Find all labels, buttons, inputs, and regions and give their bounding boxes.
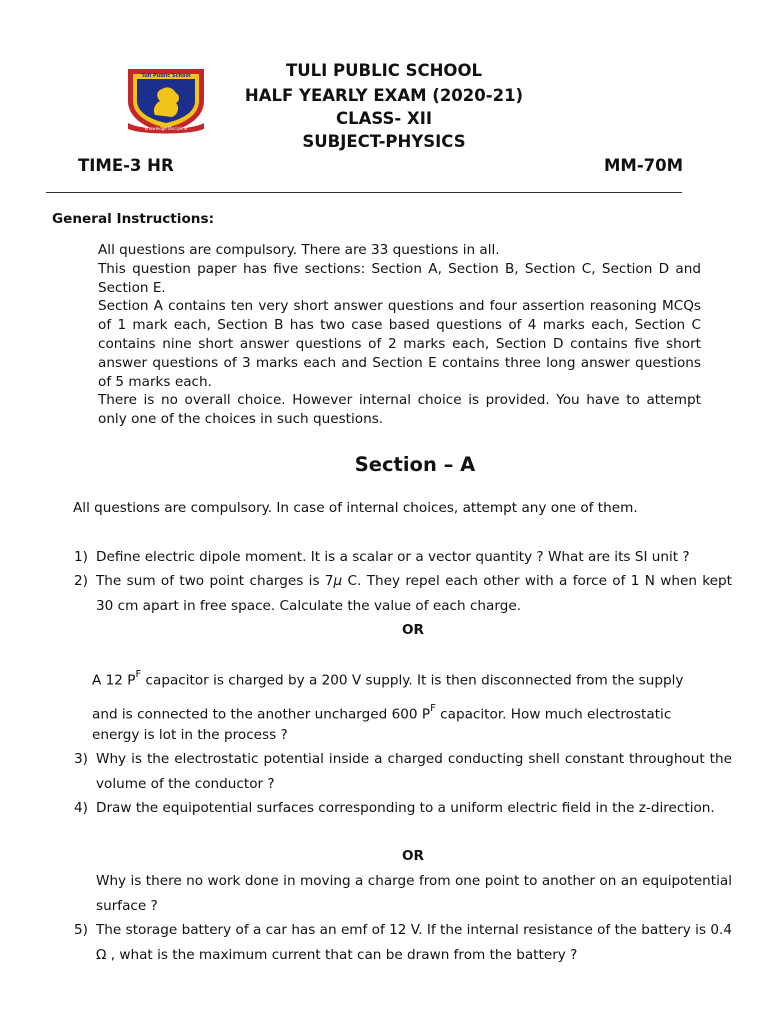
or-separator: OR: [401, 848, 425, 864]
question-text: Why is there no work done in moving a charge from one point to another on an equipotential surface ?: [96, 873, 732, 914]
time-label: TIME-3 HR: [78, 156, 174, 175]
school-name: TULI PUBLIC SCHOOL: [286, 61, 482, 80]
marks-label: MM-70M: [604, 156, 684, 175]
instruction-item: All questions are compulsory. There are 33 questions in all.: [98, 242, 500, 258]
subject-title: SUBJECT-PHYSICS: [302, 132, 466, 151]
question-text: Why is the electrostatic potential inside a charged conducting shell constant throughout the volume of the conductor ?: [96, 751, 732, 792]
alt-line: and is connected to the another uncharged 600 $P^F$ capacitor. How much electrostatic: [92, 702, 672, 723]
exam-title: HALF YEARLY EXAM (2020-21): [244, 86, 524, 105]
question-number: 5): [74, 922, 88, 938]
question-4-alternative: [0, 869, 768, 921]
class-title: CLASS- XII: [335, 109, 432, 128]
question-number: 4): [74, 800, 88, 816]
question-3: [0, 747, 768, 799]
question-5: [0, 918, 768, 970]
instruction-item: Section A contains ten very short answer questions and four assertion reasoning MCQs of 1 mark each, Section B has two case based questions of 4 marks each, Section C contains nine short answer questions of 2 marks each, Section D contains five short answer questions of 3 marks each and Section E contains three long answer questions of 5 marks each.: [98, 298, 701, 390]
instructions-list: [98, 241, 701, 429]
question-2-alternative: [92, 662, 732, 743]
question-1: [0, 545, 768, 571]
instructions-heading: General Instructions:: [52, 211, 215, 227]
instruction-item: This question paper has five sections: Section A, Section B, Section C, Section D and Section E.: [98, 260, 701, 296]
question-number: 3): [74, 751, 88, 767]
or-separator: OR: [401, 622, 425, 638]
section-note: All questions are compulsory. In case of internal choices, attempt any one of them.: [73, 500, 638, 516]
question-text: Define electric dipole moment. It is a scalar or a vector quantity ? What are its SI unit ?: [96, 549, 690, 565]
alt-line: A 12 $P^F$ capacitor is charged by a 200 V supply. It is then disconnected from the supply: [92, 669, 684, 689]
logo-text: Tuli Public School: [141, 73, 191, 79]
question-number: 1): [74, 549, 88, 565]
alt-line: energy is lot in the process ?: [92, 727, 288, 744]
question-number: 2): [74, 573, 88, 589]
question-text: The storage battery of a car has an emf of 12 V. If the internal resistance of the battery is 0.4 Ω , what is the maximum current that can be drawn from the battery ?: [96, 922, 732, 963]
header-divider: [46, 192, 682, 193]
question-2: [0, 569, 768, 621]
question-text: The sum of two point charges is 7μ C. They repel each other with a force of 1 N when kept 30 cm apart in free space. Calculate the value of each charge.: [96, 573, 733, 614]
instruction-item: There is no overall choice. However internal choice is provided. You have to attempt only one of the choices in such questions.: [98, 392, 701, 428]
logo-motto: Knowledge Discipline: [144, 126, 188, 131]
section-title: Section – A: [354, 453, 476, 476]
question-4: [0, 796, 768, 848]
question-text: Draw the equipotential surfaces corresponding to a uniform electric field in the z-direction.: [96, 800, 715, 816]
